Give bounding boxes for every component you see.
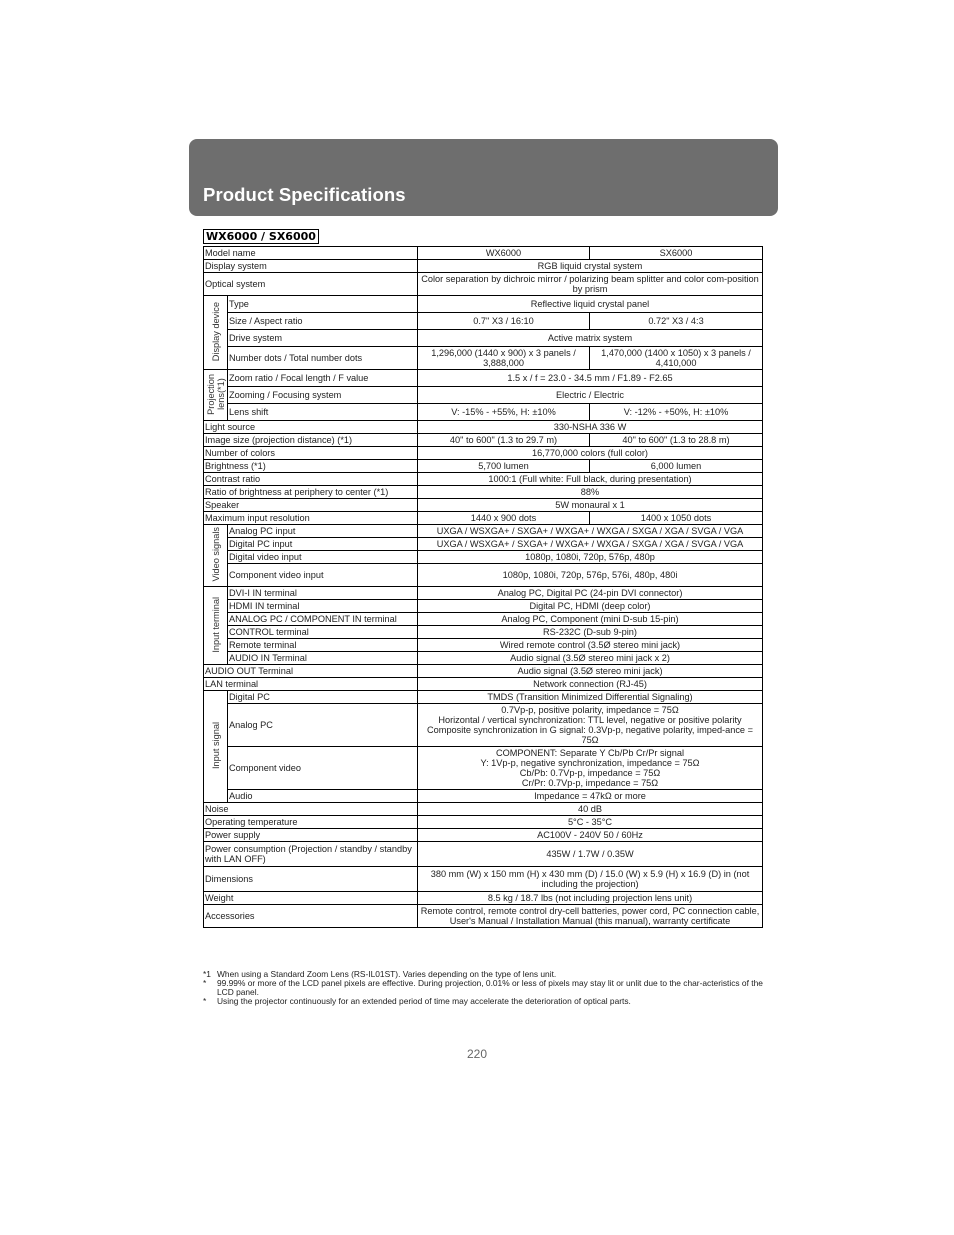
table-row bbox=[204, 613, 763, 626]
spec-value-wx: 5,700 lumen bbox=[418, 460, 590, 473]
spec-value: 1080p, 1080i, 720p, 576p, 576i, 480p, 480i bbox=[418, 564, 763, 587]
spec-label: Contrast ratio bbox=[204, 473, 418, 486]
spec-label: Digital PC bbox=[228, 691, 418, 704]
table-row bbox=[204, 486, 763, 499]
table-row bbox=[204, 704, 763, 747]
group-display-device bbox=[204, 296, 228, 370]
spec-table bbox=[203, 246, 763, 928]
table-row bbox=[204, 747, 763, 790]
spec-value: Analog PC, Component (mini D-sub 15-pin) bbox=[418, 613, 763, 626]
footnote-text: 99.99% or more of the LCD panel pixels are effective. During projection, 0.01% or less of pixels may stay lit or unlit due to the char-acteristics of the LCD panel. bbox=[217, 978, 763, 997]
spec-value: 8.5 kg / 18.7 lbs (not including projection lens unit) bbox=[418, 892, 763, 905]
table-row bbox=[204, 313, 763, 330]
spec-label: Audio bbox=[228, 790, 418, 803]
model-heading: WX6000 / SX6000 bbox=[203, 229, 319, 244]
spec-value: Reflective liquid crystal panel bbox=[418, 296, 763, 313]
group-input-signal bbox=[204, 691, 228, 803]
spec-value-wx: 1,296,000 (1440 x 900) x 3 panels / 3,888,000 bbox=[418, 347, 590, 370]
spec-label: CONTROL terminal bbox=[228, 626, 418, 639]
spec-label: Number of colors bbox=[204, 447, 418, 460]
spec-value-wx: 0.7" X3 / 16:10 bbox=[418, 313, 590, 330]
spec-value-sx: 40" to 600" (1.3 to 28.8 m) bbox=[590, 434, 763, 447]
footnote bbox=[203, 997, 763, 1006]
table-row bbox=[204, 273, 763, 296]
spec-value-sx: 0.72" X3 / 4:3 bbox=[590, 313, 763, 330]
table-row bbox=[204, 587, 763, 600]
table-row bbox=[204, 816, 763, 829]
group-label: Input signal bbox=[210, 722, 221, 769]
table-row bbox=[204, 370, 763, 387]
spec-value: Network connection (RJ-45) bbox=[418, 678, 763, 691]
spec-label: LAN terminal bbox=[204, 678, 418, 691]
spec-label: Remote terminal bbox=[228, 639, 418, 652]
spec-label: Power supply bbox=[204, 829, 418, 842]
spec-label: AUDIO OUT Terminal bbox=[204, 665, 418, 678]
spec-value: 1080p, 1080i, 720p, 576p, 480p bbox=[418, 551, 763, 564]
group-input-terminal bbox=[204, 587, 228, 665]
spec-value-wx: WX6000 bbox=[418, 247, 590, 260]
page-number: 220 bbox=[466, 1047, 488, 1061]
table-row bbox=[204, 678, 763, 691]
spec-label: Speaker bbox=[204, 499, 418, 512]
spec-value: Wired remote control (3.5Ø stereo mini jack) bbox=[418, 639, 763, 652]
spec-value: 5W monaural x 1 bbox=[418, 499, 763, 512]
spec-value: 380 mm (W) x 150 mm (H) x 430 mm (D) / 15.0 (W) x 5.9 (H) x 16.9 (D) in (not including the projection) bbox=[418, 867, 763, 892]
footnotes bbox=[203, 970, 763, 1006]
spec-label: Noise bbox=[204, 803, 418, 816]
spec-value: 1000:1 (Full white: Full black, during presentation) bbox=[418, 473, 763, 486]
spec-label: AUDIO IN Terminal bbox=[228, 652, 418, 665]
footnote-marker: *1 bbox=[203, 969, 211, 979]
spec-label: Size / Aspect ratio bbox=[228, 313, 418, 330]
spec-value-sx: V: -12% - +50%, H: ±10% bbox=[590, 404, 763, 421]
spec-value: Analog PC, Digital PC (24-pin DVI connector) bbox=[418, 587, 763, 600]
table-row bbox=[204, 434, 763, 447]
spec-label: Ratio of brightness at periphery to center (*1) bbox=[204, 486, 418, 499]
table-row bbox=[204, 652, 763, 665]
table-row bbox=[204, 867, 763, 892]
spec-label: Accessories bbox=[204, 905, 418, 928]
spec-label: Optical system bbox=[204, 273, 418, 296]
footnote-text: When using a Standard Zoom Lens (RS-IL01ST). Varies depending on the type of lens unit. bbox=[217, 969, 557, 979]
spec-label: Analog PC bbox=[228, 704, 418, 747]
table-row bbox=[204, 538, 763, 551]
spec-value: 0.7Vp-p, positive polarity, impedance = 75Ω Horizontal / vertical synchronization: TTL level, negative or positive polarity Composite synchronization in G signal: 0.3Vp-p, negative polarity, imped-ance = 75Ω bbox=[418, 704, 763, 747]
spec-value: Active matrix system bbox=[418, 330, 763, 347]
spec-value: Audio signal (3.5Ø stereo mini jack) bbox=[418, 665, 763, 678]
table-row bbox=[204, 387, 763, 404]
table-row bbox=[204, 600, 763, 613]
table-row bbox=[204, 564, 763, 587]
spec-label: ANALOG PC / COMPONENT IN terminal bbox=[228, 613, 418, 626]
spec-value: UXGA / WSXGA+ / SXGA+ / WXGA+ / WXGA / SXGA / XGA / SVGA / VGA bbox=[418, 538, 763, 551]
spec-label: Image size (projection distance) (*1) bbox=[204, 434, 418, 447]
spec-value-sx: SX6000 bbox=[590, 247, 763, 260]
footnote-text: Using the projector continuously for an extended period of time may accelerate the deterioration of optical parts. bbox=[217, 996, 631, 1006]
group-label: Video signals bbox=[210, 527, 221, 582]
table-row bbox=[204, 665, 763, 678]
table-row bbox=[204, 551, 763, 564]
spec-label: Brightness (*1) bbox=[204, 460, 418, 473]
spec-label: Number dots / Total number dots bbox=[228, 347, 418, 370]
page-title: Product Specifications bbox=[203, 184, 406, 205]
table-row bbox=[204, 892, 763, 905]
table-row bbox=[204, 691, 763, 704]
spec-value: 1.5 x / f = 23.0 - 34.5 mm / F1.89 - F2.65 bbox=[418, 370, 763, 387]
spec-value-sx: 1,470,000 (1400 x 1050) x 3 panels / 4,410,000 bbox=[590, 347, 763, 370]
footnote-marker: * bbox=[203, 978, 207, 988]
spec-label: HDMI IN terminal bbox=[228, 600, 418, 613]
spec-value: 16,770,000 colors (full color) bbox=[418, 447, 763, 460]
spec-label: Model name bbox=[204, 247, 418, 260]
spec-label: Analog PC input bbox=[228, 525, 418, 538]
table-row bbox=[204, 790, 763, 803]
group-projection-lens bbox=[204, 370, 228, 421]
table-row bbox=[204, 512, 763, 525]
spec-value: 5°C - 35°C bbox=[418, 816, 763, 829]
spec-value: 435W / 1.7W / 0.35W bbox=[418, 842, 763, 867]
spec-value: 88% bbox=[418, 486, 763, 499]
table-row bbox=[204, 330, 763, 347]
header-bar bbox=[189, 139, 778, 216]
spec-label: Drive system bbox=[228, 330, 418, 347]
table-row bbox=[204, 905, 763, 928]
table-row bbox=[204, 473, 763, 486]
table-row bbox=[204, 447, 763, 460]
group-label: Projection lens(*1) bbox=[205, 373, 226, 415]
spec-value-wx: 1440 x 900 dots bbox=[418, 512, 590, 525]
table-row bbox=[204, 829, 763, 842]
spec-label: Weight bbox=[204, 892, 418, 905]
table-row bbox=[204, 347, 763, 370]
table-row bbox=[204, 626, 763, 639]
spec-value-wx: V: -15% - +55%, H: ±10% bbox=[418, 404, 590, 421]
spec-label: Digital PC input bbox=[228, 538, 418, 551]
table-row bbox=[204, 260, 763, 273]
spec-value: RS-232C (D-sub 9-pin) bbox=[418, 626, 763, 639]
spec-value: RGB liquid crystal system bbox=[418, 260, 763, 273]
table-row bbox=[204, 499, 763, 512]
spec-value: UXGA / WSXGA+ / SXGA+ / WXGA+ / WXGA / SXGA / XGA / SVGA / VGA bbox=[418, 525, 763, 538]
spec-value-sx: 1400 x 1050 dots bbox=[590, 512, 763, 525]
table-row bbox=[204, 803, 763, 816]
spec-label: Maximum input resolution bbox=[204, 512, 418, 525]
spec-label: Component video bbox=[228, 747, 418, 790]
spec-label: Component video input bbox=[228, 564, 418, 587]
table-row bbox=[204, 842, 763, 867]
spec-label: Type bbox=[228, 296, 418, 313]
spec-label: Zooming / Focusing system bbox=[228, 387, 418, 404]
spec-value: Color separation by dichroic mirror / polarizing beam splitter and color com-position by prism bbox=[418, 273, 763, 296]
spec-value: Impedance = 47kΩ or more bbox=[418, 790, 763, 803]
spec-label: Operating temperature bbox=[204, 816, 418, 829]
spec-label: Dimensions bbox=[204, 867, 418, 892]
spec-label: Digital video input bbox=[228, 551, 418, 564]
spec-value: COMPONENT: Separate Y Cb/Pb Cr/Pr signal Y: 1Vp-p, negative synchronization, impedance = 75Ω Cb/Pb: 0.7Vp-p, impedance = 75Ω Cr/Pr: 0.7Vp-p, impedance = 75Ω bbox=[418, 747, 763, 790]
spec-label: Power consumption (Projection / standby / standby with LAN OFF) bbox=[204, 842, 418, 867]
spec-value-wx: 40" to 600" (1.3 to 29.7 m) bbox=[418, 434, 590, 447]
spec-value: AC100V - 240V 50 / 60Hz bbox=[418, 829, 763, 842]
table-row bbox=[204, 296, 763, 313]
spec-value: Remote control, remote control dry-cell batteries, power cord, PC connection cable, User's Manual / Installation Manual (this manual), warranty certificate bbox=[418, 905, 763, 928]
table-row bbox=[204, 247, 763, 260]
spec-value: 40 dB bbox=[418, 803, 763, 816]
spec-label: Zoom ratio / Focal length / F value bbox=[228, 370, 418, 387]
spec-value: Digital PC, HDMI (deep color) bbox=[418, 600, 763, 613]
footnote bbox=[203, 979, 763, 997]
table-row bbox=[204, 404, 763, 421]
spec-value: Audio signal (3.5Ø stereo mini jack x 2) bbox=[418, 652, 763, 665]
spec-value: 330-NSHA 336 W bbox=[418, 421, 763, 434]
table-row bbox=[204, 421, 763, 434]
table-row bbox=[204, 639, 763, 652]
group-video-signals bbox=[204, 525, 228, 587]
footnote-marker: * bbox=[203, 996, 207, 1006]
spec-label: Display system bbox=[204, 260, 418, 273]
group-label: Display device bbox=[210, 301, 221, 362]
spec-value: Electric / Electric bbox=[418, 387, 763, 404]
group-label: Input terminal bbox=[210, 596, 221, 653]
spec-label: Lens shift bbox=[228, 404, 418, 421]
spec-label: DVI-I IN terminal bbox=[228, 587, 418, 600]
spec-value: TMDS (Transition Minimized Differential Signaling) bbox=[418, 691, 763, 704]
spec-label: Light source bbox=[204, 421, 418, 434]
spec-value-sx: 6,000 lumen bbox=[590, 460, 763, 473]
table-row bbox=[204, 460, 763, 473]
table-row bbox=[204, 525, 763, 538]
